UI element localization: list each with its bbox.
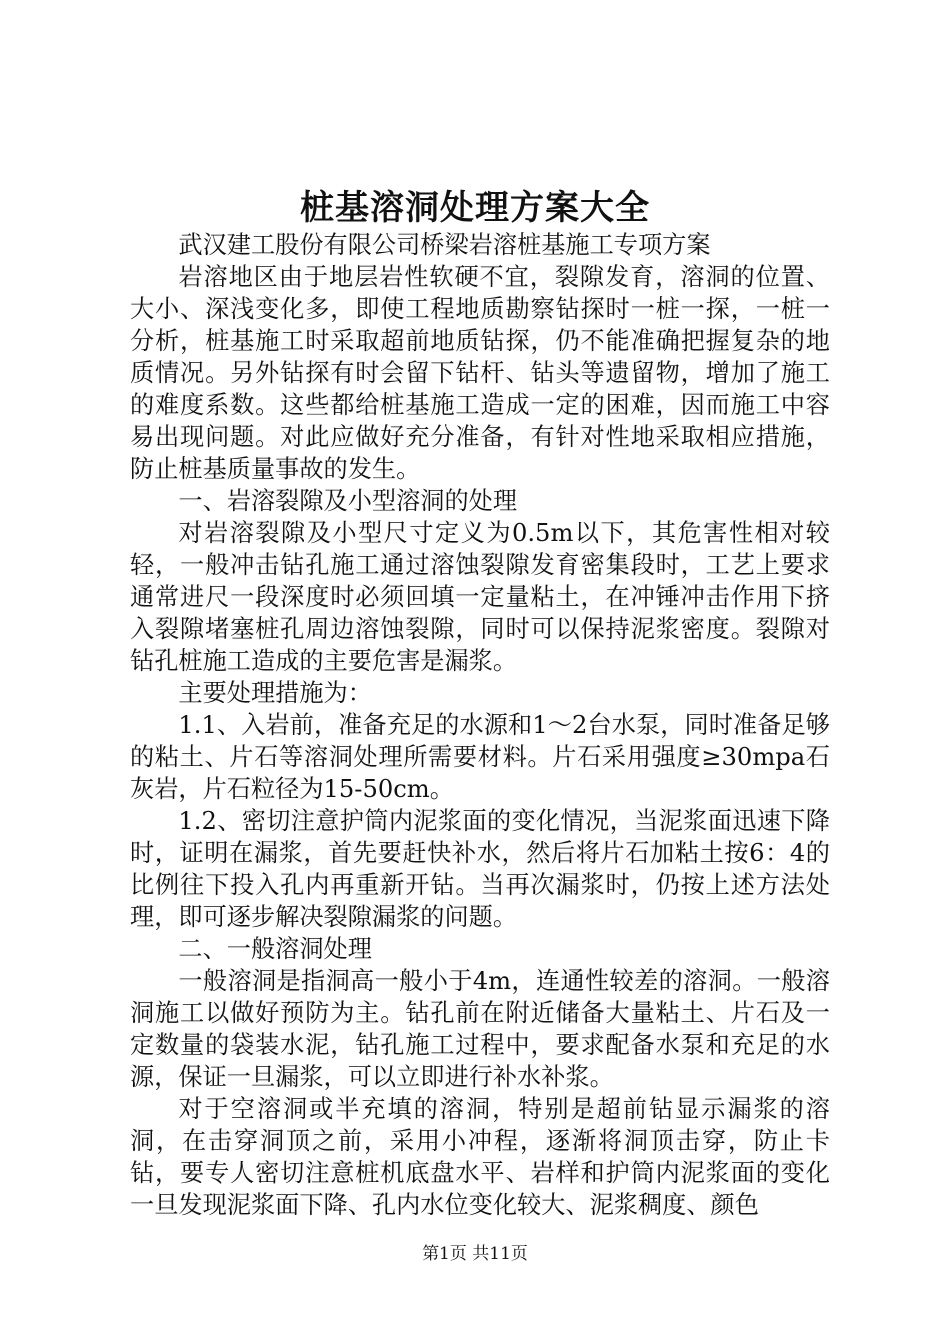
paragraph-measure-1-1: 1.1、入岩前，准备充足的水源和1～2台水泵，同时准备足够的粘土、片石等溶洞处理所需要材料。片石采用强度≥30mpa石灰岩，片石粒径为15-50cm。 <box>130 711 830 803</box>
section-heading-2: 二、一般溶洞处理 <box>178 935 372 963</box>
paragraph-subtitle: 武汉建工股份有限公司桥梁岩溶桩基施工专项方案 <box>178 231 711 259</box>
paragraph-intro: 岩溶地区由于地层岩性软硬不宜，裂隙发育，溶洞的位置、大小、深浅变化多，即使工程地质勘察钻探时一桩一探，一桩一分析，桩基施工时采取超前地质钻探，仍不能准确把握复杂的地质情况。另外钻探有时会留下钻杆、钻头等遗留物，增加了施工的难度系数。这些都给桩基施工造成一定的困难，因而施工中容易出现问题。对此应做好充分准备，有针对性地采取相应措施，防止桩基质量事故的发生。 <box>130 263 830 483</box>
section-heading-1: 一、岩溶裂隙及小型溶洞的处理 <box>178 487 518 515</box>
paragraph-measures-heading: 主要处理措施为： <box>178 679 372 707</box>
page-footer: 第1页 共11页 <box>422 1244 528 1264</box>
paragraph-section-2: 一般溶洞是指洞高一般小于4m，连通性较差的溶洞。一般溶洞施工以做好预防为主。钻孔前在附近储备大量粘土、片石及一定数量的袋装水泥，钻孔施工过程中，要求配备水泵和充足的水源，保证一旦漏浆，可以立即进行补水补浆。 <box>130 967 830 1091</box>
document-body <box>130 229 830 1221</box>
paragraph-measure-1-2: 1.2、密切注意护筒内泥浆面的变化情况，当泥浆面迅速下降时，证明在漏浆，首先要赶快补水，然后将片石加粘土按6：4的比例往下投入孔内再重新开钻。当再次漏浆时，仍按上述方法处理，即可逐步解决裂隙漏浆的问题。 <box>130 807 830 931</box>
paragraph-section-2-cont: 对于空溶洞或半充填的溶洞，特别是超前钻显示漏浆的溶洞，在击穿洞顶之前，采用小冲程，逐渐将洞顶击穿，防止卡钻，要专人密切注意桩机底盘水平、岩样和护筒内泥浆面的变化一旦发现泥浆面下降、孔内水位变化较大、泥浆稠度、颜色 <box>130 1095 830 1219</box>
paragraph-section-1: 对岩溶裂隙及小型尺寸定义为0.5m以下，其危害性相对较轻，一般冲击钻孔施工通过溶蚀裂隙发育密集段时，工艺上要求通常进尺一段深度时必须回填一定量粘土，在冲锤冲击作用下挤入裂隙堵塞桩孔周边溶蚀裂隙，同时可以保持泥浆密度。裂隙对钻孔桩施工造成的主要危害是漏浆。 <box>130 519 830 675</box>
document-title: 桩基溶洞处理方案大全 <box>300 188 650 228</box>
